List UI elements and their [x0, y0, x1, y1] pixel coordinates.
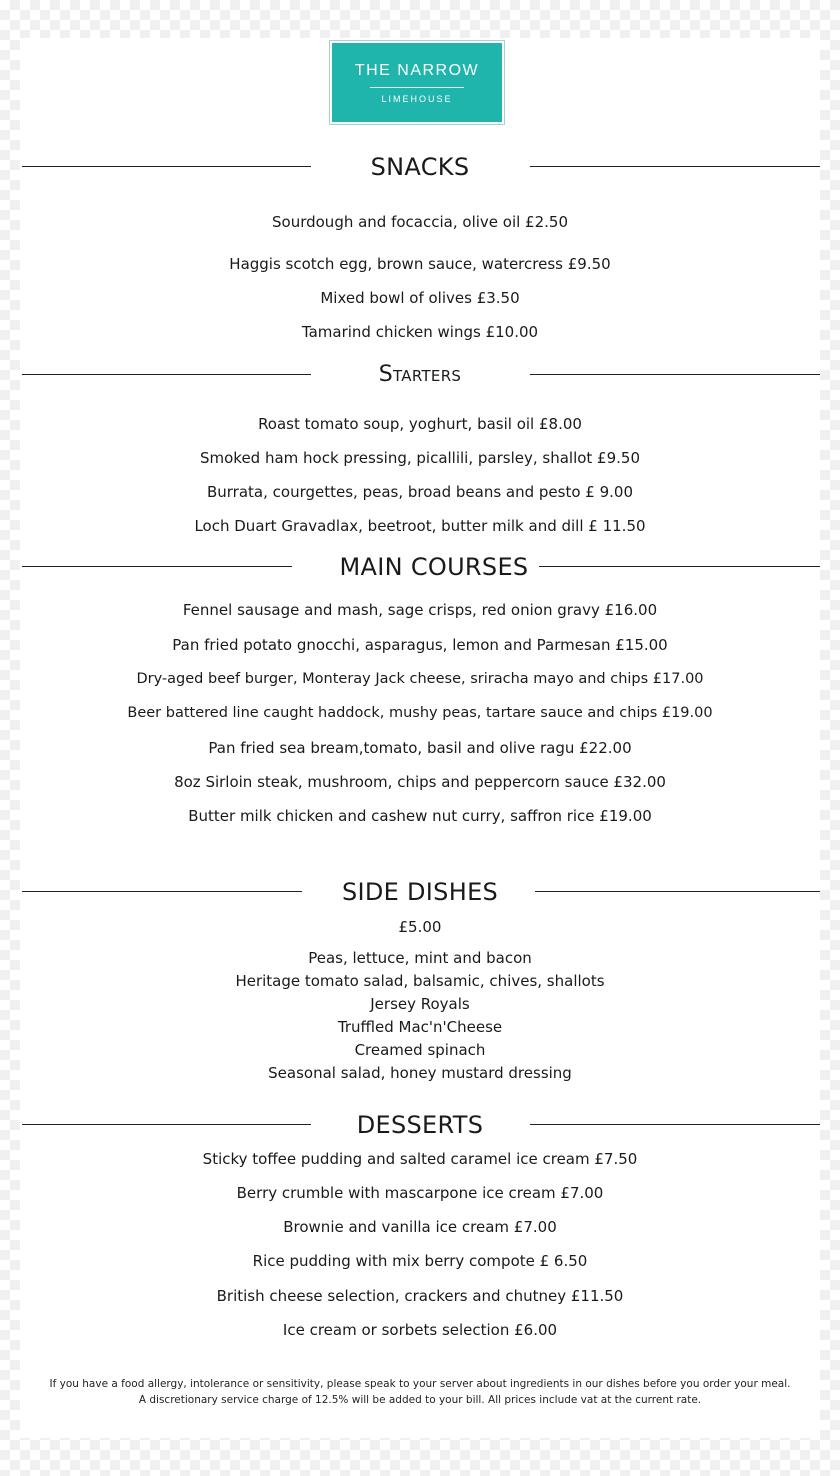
menu-item: Tamarind chicken wings £10.00 [301, 323, 539, 341]
snacks-heading [0, 152, 840, 182]
menu-item: Sticky toffee pudding and salted caramel ice cream £7.50 [202, 1150, 638, 1168]
menu-item: Truffled Mac'n'Cheese [337, 1018, 503, 1036]
menu-item: Beer battered line caught haddock, mushy peas, tartare sauce and chips £19.00 [127, 705, 713, 721]
menu-item: Pan fried sea bream,tomato, basil and olive ragu £22.00 [208, 739, 632, 757]
section-title: DESSERTS [356, 1111, 484, 1139]
logo-divider [370, 87, 464, 88]
menu-item: Roast tomato soup, yoghurt, basil oil £8.00 [258, 415, 582, 433]
logo-subtitle: LIMEHOUSE [381, 93, 453, 104]
section-title: MAIN COURSES [339, 553, 529, 581]
starters-heading [0, 360, 840, 390]
menu-item: Fennel sausage and mash, sage crisps, red onion gravy £16.00 [182, 601, 658, 619]
menu-item: Brownie and vanilla ice cream £7.00 [283, 1218, 557, 1236]
menu-item: British cheese selection, crackers and chutney £11.50 [216, 1287, 624, 1305]
menu-item: Rice pudding with mix berry compote £ 6.50 [252, 1252, 588, 1270]
side-dishes-price: £5.00 [398, 918, 442, 936]
menu-item: Pan fried potato gnocchi, asparagus, lemon and Parmesan £15.00 [172, 636, 668, 654]
desserts-heading [0, 1110, 840, 1140]
service-charge-notice: A discretionary service charge of 12.5% will be added to your bill. All prices include vat at the current rate. [138, 1394, 702, 1406]
menu-item: Heritage tomato salad, balsamic, chives, shallots [235, 972, 605, 990]
section-title: SNACKS [370, 153, 470, 181]
menu-item: Sourdough and focaccia, olive oil £2.50 [272, 213, 568, 231]
section-title: Starters [378, 362, 462, 387]
menu-item: Berry crumble with mascarpone ice cream £7.00 [236, 1184, 604, 1202]
menu-item: Haggis scotch egg, brown sauce, watercress £9.50 [229, 255, 611, 273]
menu-item: Peas, lettuce, mint and bacon [308, 949, 532, 967]
sides-heading [0, 877, 840, 907]
restaurant-logo [329, 40, 505, 125]
menu-item: 8oz Sirloin steak, mushroom, chips and peppercorn sauce £32.00 [174, 773, 666, 791]
allergy-notice: If you have a food allergy, intolerance or sensitivity, please speak to your server about ingredients in our dishes before you order your meal. [49, 1378, 791, 1390]
menu-item: Butter milk chicken and cashew nut curry, saffron rice £19.00 [188, 807, 652, 825]
menu-item: Mixed bowl of olives £3.50 [320, 289, 520, 307]
menu-item: Burrata, courgettes, peas, broad beans and pesto £ 9.00 [206, 483, 634, 501]
menu-item: Loch Duart Gravadlax, beetroot, butter milk and dill £ 11.50 [194, 517, 646, 535]
menu-item: Smoked ham hock pressing, picallili, parsley, shallot £9.50 [199, 449, 641, 467]
menu-item: Creamed spinach [354, 1041, 486, 1059]
menu-item: Jersey Royals [370, 995, 470, 1013]
section-title: SIDE DISHES [341, 878, 499, 906]
menu-item: Ice cream or sorbets selection £6.00 [282, 1321, 558, 1339]
logo-panel [332, 43, 502, 122]
menu-item: Seasonal salad, honey mustard dressing [268, 1064, 572, 1082]
menu-item: Dry-aged beef burger, Monteray Jack cheese, sriracha mayo and chips £17.00 [136, 671, 704, 687]
logo-name: THE NARROW [354, 61, 480, 79]
mains-heading [0, 552, 840, 582]
